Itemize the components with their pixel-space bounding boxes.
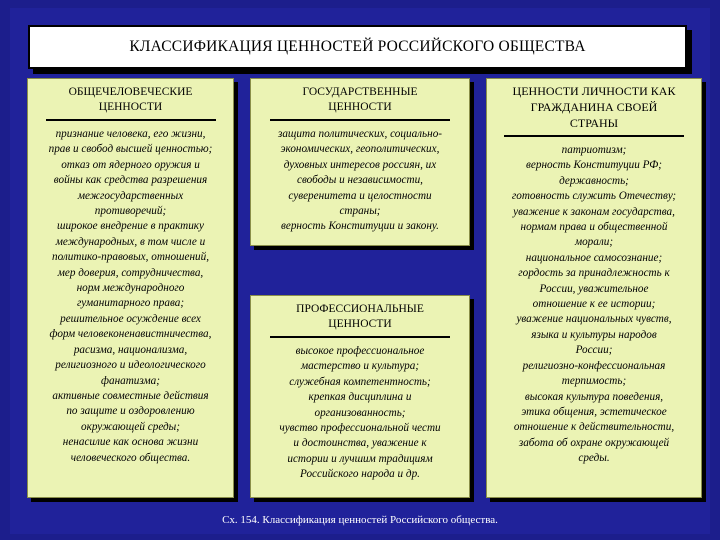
panel-heading	[28, 85, 233, 115]
text-line: религиозного и идеологического	[55, 359, 206, 372]
text-line: войны как средства разрешения	[53, 174, 208, 187]
text-line: морали;	[574, 236, 614, 249]
text-line: чувство профессиональной чести	[279, 422, 441, 435]
text-line: ненасилие как основа жизни	[62, 436, 199, 449]
divider	[270, 336, 450, 338]
text-line: защита политических, социально-	[277, 128, 443, 140]
text-line: прав и свобод высшей ценностью;	[48, 143, 213, 156]
universal-values-panel	[27, 78, 234, 498]
text-line: свободы и независимости,	[297, 174, 423, 187]
text-line: страны;	[339, 205, 381, 218]
heading-line: ЦЕННОСТИ ЛИЧНОСТИ КАК	[512, 84, 676, 98]
text-line: широкое внедрение в практику	[57, 220, 204, 233]
state-values-panel	[250, 78, 470, 246]
text-line: форм человеконенавистничества,	[49, 328, 212, 341]
page-title: КЛАССИФИКАЦИЯ ЦЕННОСТЕЙ РОССИЙСКОГО ОБЩЕСТВА	[28, 25, 687, 69]
panel-heading	[251, 302, 469, 332]
text-line: гуманитарного права;	[76, 297, 185, 310]
text-line: среды.	[578, 452, 610, 465]
text-line: национальное самосознание;	[525, 251, 663, 264]
text-line: державность;	[559, 174, 629, 187]
text-line: крепкая дисциплина и	[308, 391, 412, 404]
divider	[46, 119, 216, 121]
text-line: норм международного	[76, 282, 185, 295]
professional-values-panel	[250, 295, 470, 498]
text-line: активные совместные действия	[52, 389, 209, 402]
text-line: мер доверия, сотрудничества,	[57, 266, 204, 279]
text-line: отношение к действительности,	[513, 421, 675, 434]
text-line: высокая культура поведения,	[524, 390, 664, 403]
panel-heading	[251, 85, 469, 115]
text-line: нормам права и общественной	[520, 221, 668, 234]
text-line: межгосударственных	[77, 189, 184, 202]
heading-line: ГРАЖДАНИНА СВОЕЙ	[530, 100, 658, 114]
heading-line: ГОСУДАРСТВЕННЫЕ	[302, 86, 418, 98]
panel-body	[251, 127, 469, 235]
divider	[270, 119, 450, 121]
heading-line: ЦЕННОСТИ	[98, 101, 163, 113]
text-line: духовных интересов россиян, их	[283, 158, 437, 171]
text-line: гордость за принадлежность к	[518, 267, 670, 280]
text-line: высокое профессиональное	[295, 345, 425, 357]
divider	[504, 135, 684, 137]
figure-caption: Сх. 154. Классификация ценностей Российского общества.	[222, 514, 498, 526]
text-line: верность Конституции и закону.	[281, 220, 439, 233]
text-line: противоречий;	[94, 205, 167, 218]
text-line: России, уважительное	[539, 282, 649, 295]
text-line: Российского народа и др.	[300, 468, 420, 481]
text-line: терпимость;	[561, 375, 627, 388]
heading-line: ЦЕННОСТИ	[328, 101, 392, 113]
heading-line: ПРОФЕССИОНАЛЬНЫЕ	[296, 303, 424, 315]
panel-heading	[487, 83, 701, 131]
text-line: международных, в том числе и	[55, 235, 206, 248]
text-line: отношение к ее истории;	[532, 298, 656, 311]
text-line: признание человека, его жизни,	[55, 128, 206, 140]
text-line: по защите и оздоровлению	[66, 405, 195, 418]
heading-line: СТРАНЫ	[569, 116, 619, 130]
panel-body	[251, 344, 469, 483]
text-line: фанатизма;	[101, 374, 160, 387]
heading-line: ОБЩЕЧЕЛОВЕЧЕСКИЕ	[68, 86, 193, 98]
text-line: мастерство и культура;	[300, 360, 420, 373]
text-line: служебная компетентность;	[289, 375, 431, 388]
text-line: языка и культуры народов	[531, 328, 657, 341]
text-line: патриотизм;	[561, 144, 627, 156]
text-line: уважение к законам государства,	[513, 205, 675, 218]
panel-body	[28, 127, 233, 466]
text-line: решительное осуждение всех	[60, 312, 201, 325]
heading-line: ЦЕННОСТИ	[328, 318, 392, 330]
text-line: отказ от ядерного оружия и	[61, 158, 200, 171]
text-line: истории и лучшим традициям	[287, 452, 433, 465]
text-line: религиозно-конфессиональная	[522, 359, 666, 372]
text-line: экономических, геополитических,	[280, 143, 440, 156]
text-line: и достоинства, уважение к	[293, 437, 427, 450]
text-line: политико-правовых, отношений,	[51, 251, 210, 264]
text-line: суверенитета и целостности	[288, 189, 432, 202]
text-line: этика общения, эстетическое	[521, 405, 667, 418]
text-line: расизма, национализма,	[73, 343, 188, 356]
text-line: уважение национальных чувств,	[516, 313, 672, 326]
panel-body	[487, 143, 701, 467]
text-line: верность Конституции РФ;	[526, 159, 662, 172]
citizen-values-panel	[486, 78, 702, 498]
text-line: готовность служить Отечеству;	[511, 190, 677, 203]
text-line: забота об охране окружающей	[518, 436, 670, 449]
text-line: организованность;	[314, 406, 406, 419]
text-line: окружающей среды;	[81, 420, 180, 433]
text-line: России;	[575, 344, 613, 357]
text-line: человеческого общества.	[70, 451, 191, 464]
